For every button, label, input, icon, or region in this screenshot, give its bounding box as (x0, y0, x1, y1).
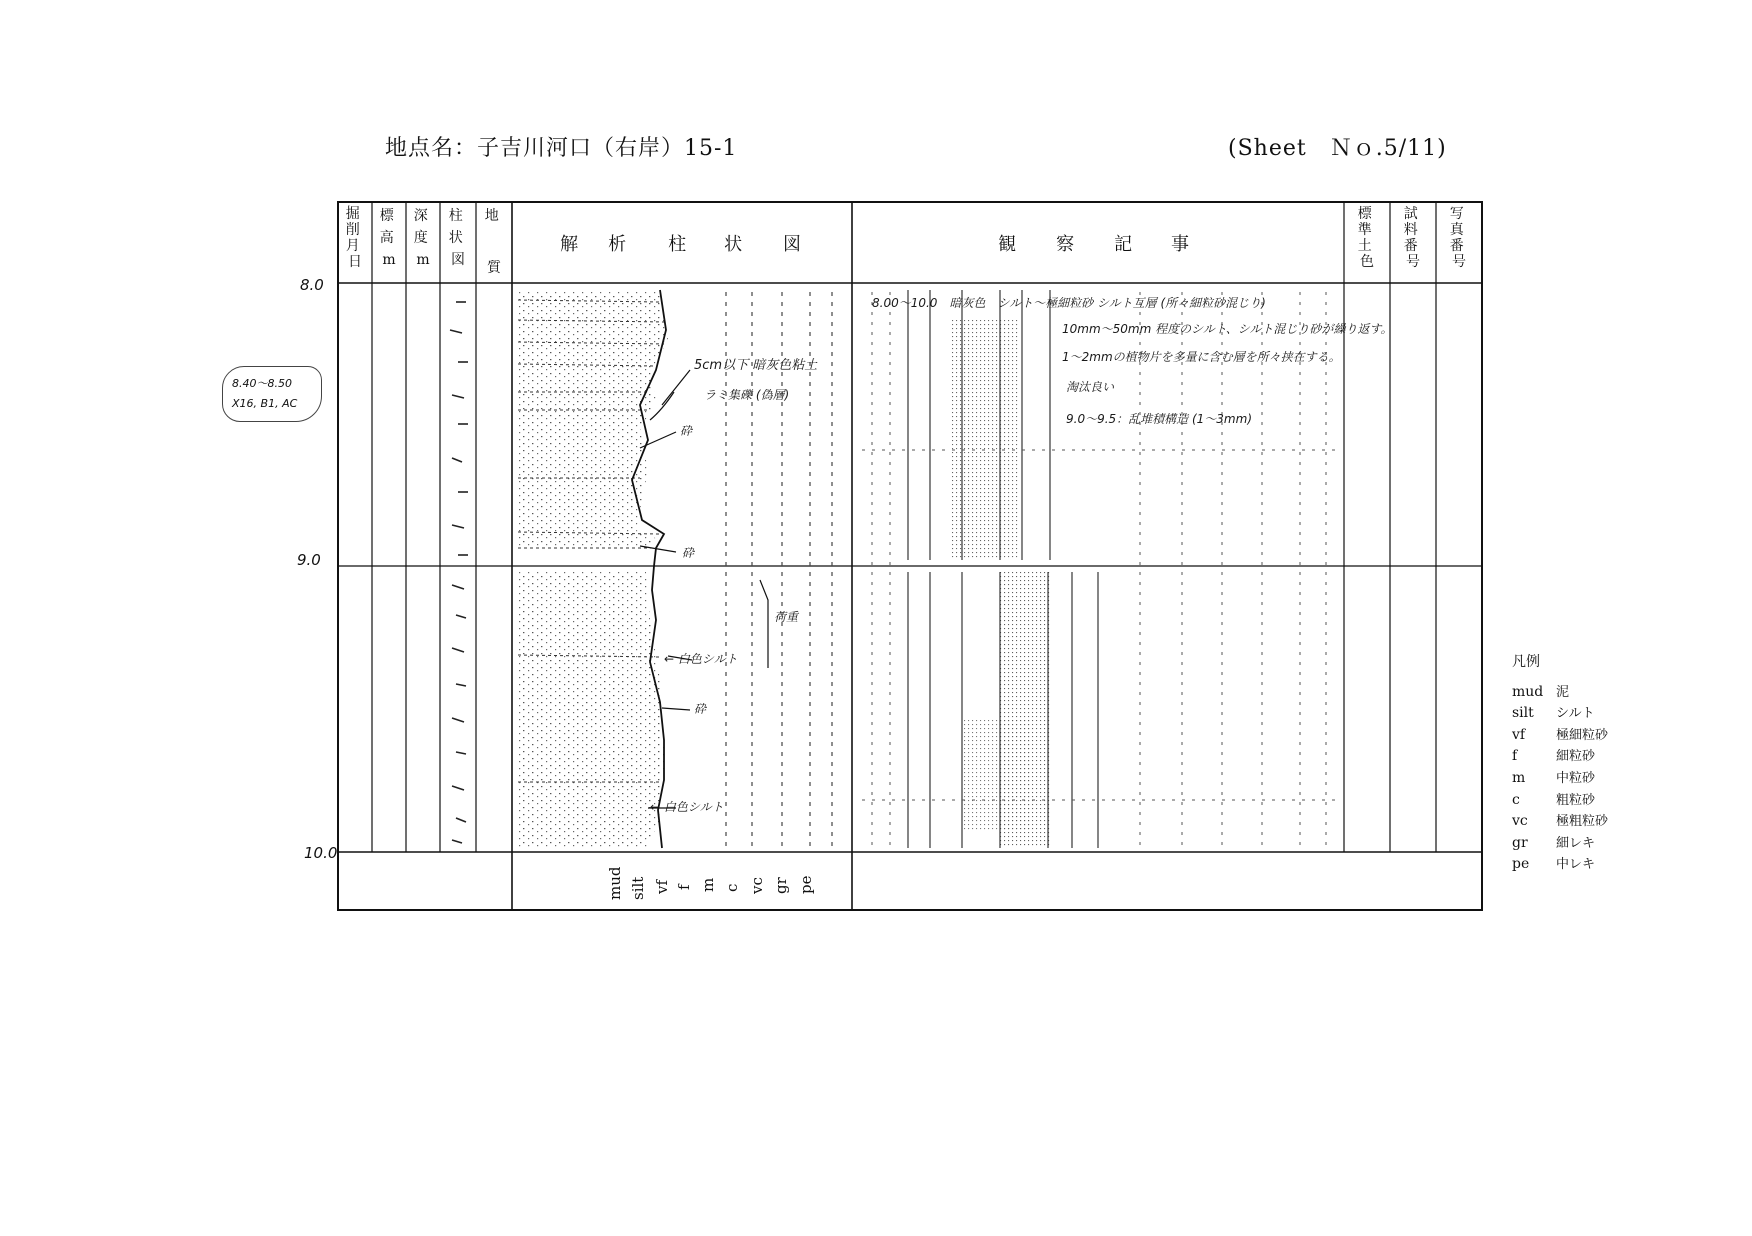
col-header-char: 事 (1171, 234, 1189, 255)
legend-item (1512, 854, 1608, 876)
col-header-char: 色 (1360, 254, 1374, 270)
col-header-char: 質 (487, 260, 501, 276)
observation-line: 10mm～50mm 程度のシルト、シルト混じり砂が繰り返す。 (1062, 322, 1393, 336)
col-header-geology (485, 207, 503, 276)
legend-item (1512, 746, 1608, 768)
margin-note-line: 8.40～8.50 (232, 377, 292, 390)
col-header-char: 試 (1403, 206, 1418, 222)
col-header-char: 土 (1357, 238, 1372, 254)
analysis-note: 砕 (682, 546, 695, 560)
legend-name: 細粒砂 (1556, 749, 1596, 765)
legend-item (1512, 833, 1608, 855)
grain-scale-label: m (699, 877, 717, 892)
col-header-char: 番 (1449, 238, 1464, 254)
column-log-marks (450, 302, 468, 843)
legend-code: vc (1512, 813, 1528, 830)
col-header-char: 柱 (668, 234, 687, 255)
col-header-char: 標 (379, 208, 394, 224)
legend-item (1512, 811, 1608, 833)
analysis-note: ラミ集礫 (偽層) (704, 388, 790, 402)
site-name: 地点名：子吉川河口（右岸）15-1 (385, 136, 738, 161)
legend-item (1512, 725, 1608, 747)
col-header-sample-no (1404, 206, 1422, 270)
depth-mark-8: 8.0 (300, 276, 324, 294)
legend-name: 極粗粒砂 (1556, 814, 1609, 830)
col-header-char: 標 (1357, 206, 1372, 222)
col-header-analysis (560, 234, 801, 255)
col-header-elevation (380, 207, 398, 268)
legend-code: f (1512, 748, 1518, 765)
observation-line: 淘汰良い (1066, 380, 1115, 394)
legend-name: 細レキ (1556, 835, 1596, 851)
grain-scale-label: vf (653, 879, 671, 894)
analysis-note: 荷重 (774, 610, 799, 624)
grain-scale-label: gr (772, 877, 790, 894)
observation-line: 1～2mmの植物片を多量に含む層を所々挟在する。 (1062, 350, 1341, 364)
col-header-date (346, 205, 364, 270)
analysis-note: 砕 (680, 424, 693, 438)
col-header-soil-color (1358, 205, 1376, 270)
col-header-char: 状 (448, 230, 463, 246)
col-header-char: m (416, 252, 430, 268)
analysis-note: 5cm以下 暗灰色粘土 (694, 358, 818, 373)
grain-scale-label: silt (629, 876, 647, 900)
col-header-char: 高 (379, 230, 394, 246)
col-header-char: m (382, 252, 396, 268)
legend-name: 中粒砂 (1556, 770, 1596, 786)
legend (1512, 652, 1608, 876)
legend-item (1512, 682, 1608, 704)
col-header-char: 削 (345, 222, 360, 238)
col-header-photo-no (1450, 206, 1468, 270)
legend-name: 泥 (1556, 684, 1570, 700)
col-header-char: 日 (348, 254, 362, 270)
col-header-char: 図 (783, 234, 801, 255)
observation-grid (862, 290, 1340, 848)
observation-line: 9.0～9.5：乱堆積構造 (1～3mm) (1066, 412, 1252, 426)
col-header-column-log (449, 207, 467, 268)
legend-title: 凡例 (1512, 654, 1540, 670)
analysis-note: ← 白色シルト (664, 652, 738, 666)
col-header-char: 写 (1449, 206, 1464, 222)
grain-scale-label: pe (797, 875, 815, 894)
grain-scale-label: f (675, 884, 693, 890)
depth-mark-10: 10.0 (304, 844, 338, 862)
grain-scale-label: mud (606, 866, 624, 900)
legend-item (1512, 768, 1608, 790)
legend-code: vf (1512, 726, 1526, 743)
legend-name: 粗粒砂 (1556, 792, 1596, 808)
observation-line: 8.00～10.0 暗灰色 シルト〜極細粒砂 シルト互層 (所々細粒砂混じり) (872, 296, 1266, 310)
legend-code: m (1512, 769, 1526, 786)
col-header-char: 析 (608, 234, 627, 255)
col-header-char: 観 (998, 234, 1017, 255)
legend-code: pe (1512, 856, 1530, 873)
legend-name: シルト (1556, 706, 1595, 722)
legend-item (1512, 790, 1608, 812)
legend-item (1512, 703, 1608, 725)
legend-code: mud (1512, 683, 1544, 700)
analysis-column-drawing (518, 290, 832, 848)
col-header-char: 図 (451, 252, 465, 268)
depth-mark-9: 9.0 (297, 551, 321, 569)
col-header-char: 記 (1114, 234, 1133, 255)
legend-code: silt (1512, 705, 1534, 722)
legend-code: c (1512, 791, 1520, 808)
col-header-char: 掘 (345, 206, 360, 222)
col-header-char: 号 (1406, 254, 1420, 270)
legend-name: 極細粒砂 (1556, 727, 1609, 743)
sheet-number: (Sheet Ｎｏ.5/11) (1228, 136, 1447, 161)
col-header-char: 深 (413, 208, 428, 224)
col-header-char: 番 (1403, 238, 1418, 254)
col-header-char: 料 (1403, 222, 1418, 238)
grain-scale-label: vc (748, 877, 766, 894)
grain-scale-label: c (723, 883, 741, 892)
col-header-char: 状 (724, 234, 743, 255)
legend-name: 中レキ (1556, 857, 1596, 873)
legend-code: gr (1512, 834, 1528, 851)
col-header-char: 真 (1449, 222, 1464, 238)
col-header-depth (414, 208, 432, 268)
margin-note-line: X16, B1, AC (232, 397, 298, 410)
col-header-char: 月 (345, 238, 360, 254)
col-header-char: 地 (484, 208, 499, 224)
col-header-char: 解 (560, 234, 579, 255)
col-header-observation (998, 234, 1189, 255)
analysis-note: 砕 (694, 702, 707, 716)
col-header-char: 度 (413, 230, 428, 246)
col-header-char: 号 (1452, 254, 1466, 270)
analysis-note: ← 白色シルト (650, 800, 724, 814)
col-header-char: 柱 (448, 208, 463, 224)
col-header-char: 準 (1357, 222, 1372, 238)
col-header-char: 察 (1056, 234, 1075, 255)
